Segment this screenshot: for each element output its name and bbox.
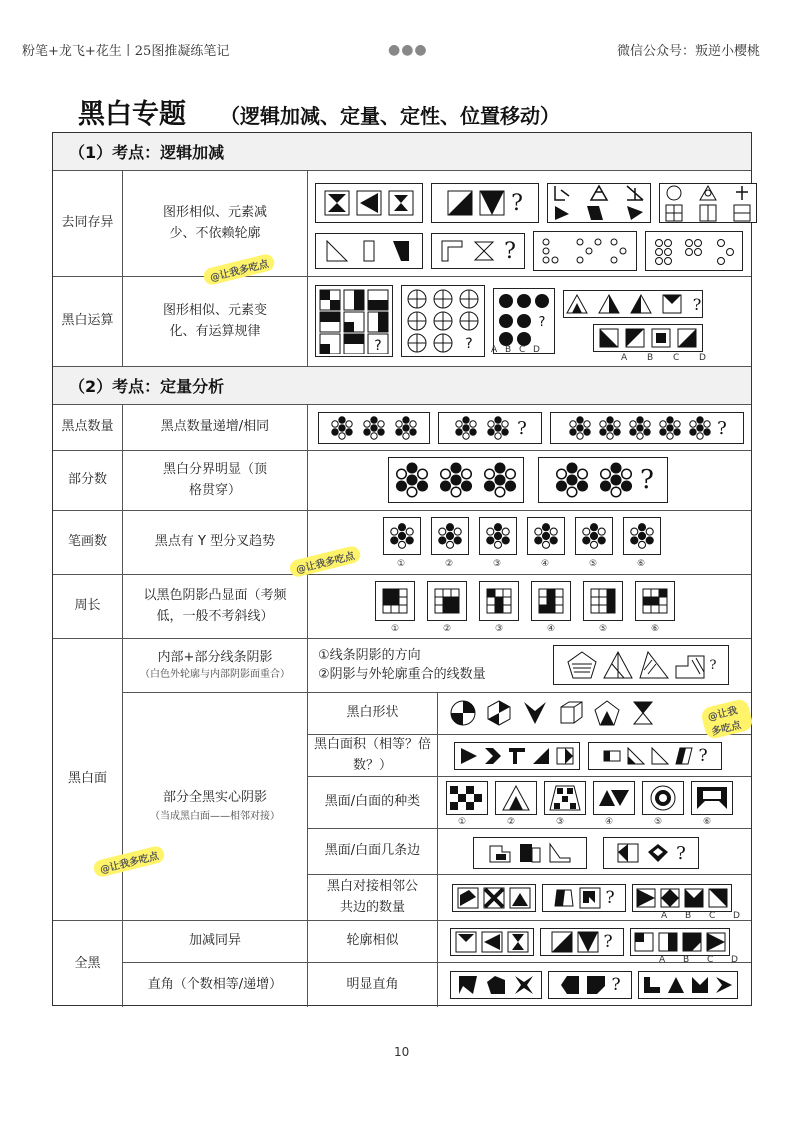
question-mark: ? xyxy=(676,842,686,864)
adjacency-shape xyxy=(483,887,505,909)
adjacency-shape xyxy=(509,887,531,909)
hexagon-dots xyxy=(453,415,479,441)
option-d xyxy=(677,328,697,348)
circled-number: ⑤ xyxy=(599,624,608,634)
option-d xyxy=(714,975,734,995)
option-a xyxy=(634,932,654,952)
circled-number: ③ xyxy=(556,817,565,827)
question-mark: ? xyxy=(538,315,546,330)
outline-shape xyxy=(481,931,503,953)
target-shape xyxy=(648,784,678,812)
stair-hatched xyxy=(674,650,706,680)
area-shape xyxy=(507,746,527,766)
area-shape xyxy=(483,746,503,766)
figure xyxy=(446,781,488,815)
option-label-a: A xyxy=(621,353,628,363)
figure xyxy=(431,183,539,223)
fig-group xyxy=(473,837,699,869)
sub-mingxianzhijiao: 明显直角 xyxy=(308,963,438,1007)
rect-outline xyxy=(357,239,381,263)
row-name-heidianshuliang: 黑点数量 xyxy=(53,405,123,451)
figure xyxy=(553,645,729,685)
row-name-qutongcunyi: 去同存异 xyxy=(53,171,123,277)
option-b xyxy=(625,328,645,348)
wheel-pattern xyxy=(404,288,482,354)
notes-table xyxy=(52,132,752,1006)
row-desc-qutongcunyi: 图形相似、元素减少、不依赖轮廓 xyxy=(123,171,308,277)
fig-group xyxy=(450,928,730,956)
dots-pattern xyxy=(540,236,630,266)
header-left: 粉笔+龙飞+花生丨25图推凝练笔记 xyxy=(22,44,230,59)
fig-group xyxy=(318,412,744,444)
circle-quadrant xyxy=(449,699,477,727)
glyph-row xyxy=(551,204,647,222)
figure xyxy=(588,742,722,770)
hexagon-dots xyxy=(579,521,609,551)
hexagon-dots xyxy=(436,460,476,500)
flower-pattern xyxy=(496,291,552,351)
figure xyxy=(583,581,623,621)
grid-shaded xyxy=(590,588,616,614)
hexagon-shape xyxy=(485,699,513,727)
sub-jitiaobian: 黑面/白面几条边 xyxy=(308,829,438,875)
figure xyxy=(542,884,626,912)
hexagon-dots xyxy=(687,415,713,441)
desc-main: 内部+部分线条阴影 xyxy=(157,650,273,666)
hexagon-dots xyxy=(596,460,636,500)
figure xyxy=(632,884,732,912)
figure xyxy=(593,781,635,815)
hexagon-dots xyxy=(387,521,417,551)
figure xyxy=(630,928,730,956)
diagonal-shape xyxy=(447,190,473,216)
hexagon-dots xyxy=(567,415,593,441)
triangle-pattern xyxy=(597,293,621,315)
option-c xyxy=(682,932,702,952)
page-subtitle: （逻辑加减、定量、定性、位置移动） xyxy=(220,104,560,128)
option-d xyxy=(708,888,728,908)
figure xyxy=(315,285,393,357)
edge-shape xyxy=(518,842,542,864)
row-desc-bihuashu: 黑点有 Y 型分叉趋势 xyxy=(123,511,308,575)
hexagon-dots xyxy=(361,415,387,441)
row-desc-heidianshuliang: 黑点数量递增/相同 xyxy=(123,405,308,451)
area-shape xyxy=(531,746,551,766)
figure xyxy=(642,781,684,815)
question-mark: ? xyxy=(605,888,615,908)
option-b xyxy=(658,932,678,952)
outline-shape xyxy=(551,931,573,953)
option-c xyxy=(684,888,704,908)
figure xyxy=(563,290,703,318)
figure xyxy=(550,412,744,444)
triangle-pattern xyxy=(499,784,533,812)
triangle-pattern xyxy=(629,293,653,315)
triangle-outline xyxy=(325,239,349,263)
figure xyxy=(575,517,613,555)
figure xyxy=(388,457,524,503)
hourglass-shape xyxy=(388,190,414,216)
figure xyxy=(593,324,703,352)
figure xyxy=(527,517,565,555)
figure xyxy=(454,742,580,770)
circled-number: ⑤ xyxy=(654,817,663,827)
option-c xyxy=(651,328,671,348)
option-label-b: B xyxy=(685,911,692,921)
figure xyxy=(603,837,699,869)
circled-number: ① xyxy=(458,817,467,827)
hexagon-dots xyxy=(480,460,520,500)
l-shape-outline xyxy=(440,239,464,263)
row-desc-bufenshu: 黑白分界明显（顶格贯穿） xyxy=(123,451,308,511)
question-mark: ? xyxy=(374,338,382,354)
shape-hatched xyxy=(638,650,670,680)
option-label-c: C xyxy=(709,911,716,921)
row-name-heibaimian: 黑白面 xyxy=(53,639,123,921)
hexagon-dots xyxy=(627,415,653,441)
sub-lunkuoxiangsi: 轮廓相似 xyxy=(308,921,438,963)
hourglass-outline xyxy=(472,239,496,263)
fig-stack xyxy=(563,290,703,352)
figure xyxy=(315,233,423,269)
rightangle-shape xyxy=(513,974,535,996)
grid-shaded xyxy=(486,588,512,614)
fig-group xyxy=(315,231,743,271)
figure xyxy=(659,183,757,223)
option-label-a: A xyxy=(491,345,498,355)
row-name-bihuashu: 笔画数 xyxy=(53,511,123,575)
note-2: ②阴影与外轮廓重合的线数量 xyxy=(318,666,486,682)
fig-group xyxy=(446,781,733,815)
hexagon-dots xyxy=(393,415,419,441)
adjacency-shape xyxy=(553,887,575,909)
section-quantitative: （2）考点：定量分析 xyxy=(53,367,751,405)
area-shape xyxy=(626,746,646,766)
hexagon-dots xyxy=(627,521,657,551)
figure xyxy=(315,183,423,223)
option-d xyxy=(706,932,726,952)
circled-number: ① xyxy=(397,559,406,569)
figure xyxy=(318,412,430,444)
section-logic: （1）考点：逻辑加减 xyxy=(53,133,751,171)
square-pattern xyxy=(661,293,685,315)
circled-number: ⑥ xyxy=(637,559,646,569)
area-shape xyxy=(459,746,479,766)
figure xyxy=(479,517,517,555)
fig-group xyxy=(315,183,757,223)
figure xyxy=(495,781,537,815)
question-mark: ? xyxy=(717,417,727,439)
figure xyxy=(479,581,519,621)
triangle-pattern xyxy=(565,293,589,315)
sub-zhonglei: 黑面/白面的种类 xyxy=(308,777,438,829)
grid-shaded xyxy=(434,588,460,614)
figure xyxy=(431,517,469,555)
option-label-d: D xyxy=(733,911,740,921)
page-title: 黑白专题 xyxy=(78,99,186,130)
rightangle-shape xyxy=(457,974,479,996)
figure xyxy=(533,231,637,271)
row-desc-solid-shadow xyxy=(123,693,308,921)
question-mark: ? xyxy=(640,465,654,495)
row-name-heibaiyunsuan: 黑白运算 xyxy=(53,277,123,367)
question-mark: ? xyxy=(517,417,527,439)
option-b xyxy=(660,888,680,908)
hourglass-shape xyxy=(629,699,657,727)
question-mark: ? xyxy=(611,975,621,995)
figure xyxy=(401,285,485,357)
page-number: 10 xyxy=(394,1045,410,1059)
area-shape xyxy=(650,746,670,766)
pentagon-hatched xyxy=(566,650,598,680)
hexagon-dots xyxy=(597,415,623,441)
figure xyxy=(450,928,534,956)
checker-shape xyxy=(450,786,484,810)
row-desc-inner-shadow xyxy=(123,639,308,693)
circled-number: ⑤ xyxy=(589,559,598,569)
fig-group xyxy=(383,517,661,555)
figure xyxy=(452,884,536,912)
figure xyxy=(623,517,661,555)
watermark: @让我多吃点 xyxy=(202,253,276,287)
option-c xyxy=(690,975,710,995)
option-label-d: D xyxy=(533,345,540,355)
fig-group xyxy=(454,742,722,770)
question-mark: ? xyxy=(709,657,717,673)
triangle-hatched xyxy=(602,650,634,680)
glyph-row xyxy=(662,184,754,202)
question-mark: ? xyxy=(511,190,523,216)
dots-grid xyxy=(649,236,739,266)
figure xyxy=(531,581,571,621)
row-desc-heibaiyunsuan: 图形相似、元素变化、有运算规律 xyxy=(123,277,308,367)
hourglass-shape xyxy=(324,190,350,216)
row-name-bufenshu: 部分数 xyxy=(53,451,123,511)
option-label-b: B xyxy=(647,353,654,363)
option-label-c: C xyxy=(673,353,680,363)
option-a xyxy=(636,888,656,908)
figure xyxy=(538,457,668,503)
figure xyxy=(383,517,421,555)
desc-note: （当成黑白面——相邻对接） xyxy=(150,810,280,822)
circled-number: ③ xyxy=(493,559,502,569)
option-label-d: D xyxy=(731,955,738,965)
row-name-zhouchang: 周长 xyxy=(53,575,123,639)
option-label-b: B xyxy=(683,955,690,965)
circled-number: ④ xyxy=(605,817,614,827)
sub-duijie: 黑白对接相邻公共边的数量 xyxy=(308,875,438,921)
option-label-b: B xyxy=(505,345,512,355)
option-label-c: C xyxy=(707,955,714,965)
rightangle-shape xyxy=(485,974,507,996)
cube-shape xyxy=(557,699,585,727)
figure xyxy=(544,781,586,815)
figure xyxy=(547,183,651,223)
grid-shaded xyxy=(382,588,408,614)
fig-group xyxy=(452,884,732,912)
v-shape xyxy=(521,699,549,727)
circled-number: ② xyxy=(507,817,516,827)
triangle-shape xyxy=(356,190,382,216)
circled-number: ② xyxy=(445,559,454,569)
circled-number: ④ xyxy=(541,559,550,569)
trapezoid-checker xyxy=(548,784,582,812)
grid-shaded xyxy=(538,588,564,614)
pentagon-shape xyxy=(593,699,621,727)
row-desc-jiajiantongyi: 加减同异 xyxy=(123,921,308,963)
figure xyxy=(548,971,632,999)
fig-group xyxy=(388,457,668,503)
circled-number: ② xyxy=(443,624,452,634)
fig-group xyxy=(449,699,657,727)
shape-filled xyxy=(389,239,413,263)
option-b xyxy=(666,975,686,995)
question-mark: ? xyxy=(465,336,473,352)
outline-shape xyxy=(577,931,599,953)
figure xyxy=(473,837,587,869)
outline-shape xyxy=(507,931,529,953)
edge-shape xyxy=(616,842,640,864)
circled-number: ⑥ xyxy=(651,624,660,634)
header-right: 微信公众号：叛逆小樱桃 xyxy=(616,44,760,59)
figure xyxy=(635,581,675,621)
fig-group xyxy=(553,645,729,685)
grid-shaded xyxy=(642,588,668,614)
hexagon-dots xyxy=(485,415,511,441)
watermark: @让我多吃点 xyxy=(700,698,754,741)
figure xyxy=(540,928,624,956)
hexagon-dots xyxy=(531,521,561,551)
sub-heibaimianji: 黑白面积（相等？倍数？） xyxy=(308,735,438,777)
edge-shape xyxy=(646,842,670,864)
glyph-row xyxy=(551,184,647,202)
circled-number: ① xyxy=(391,624,400,634)
fig-group xyxy=(450,971,738,999)
desc-note: （白色外轮廓与内部阴影面重合） xyxy=(140,668,290,680)
figure xyxy=(431,233,525,269)
row-name-quanhei: 全黑 xyxy=(53,921,123,1007)
option-label-d: D xyxy=(699,353,706,363)
fig-group xyxy=(375,581,675,621)
figure xyxy=(375,581,415,621)
desc-main: 部分全黑实心阴影 xyxy=(162,790,267,806)
edge-shape xyxy=(548,842,572,864)
figure xyxy=(438,412,542,444)
figure xyxy=(427,581,467,621)
figure xyxy=(691,781,733,815)
row-desc-zhijiao: 直角（个数相等/递增） xyxy=(123,963,308,1007)
rect-pattern xyxy=(695,785,729,811)
option-label-a: A xyxy=(659,955,666,965)
more-icon[interactable]: ●●● xyxy=(388,42,428,58)
option-label-c: C xyxy=(519,345,526,355)
outline-shape xyxy=(455,931,477,953)
watermark: @让我多吃点 xyxy=(288,545,362,579)
rightangle-shape xyxy=(559,974,581,996)
hexagon-dots xyxy=(392,460,432,500)
glyph-row xyxy=(662,204,754,222)
hexagon-dots xyxy=(552,460,592,500)
watermark: @让我多吃点 xyxy=(92,845,166,879)
adjacency-shape xyxy=(579,887,601,909)
diagonal-shape xyxy=(479,190,505,216)
figure xyxy=(450,971,542,999)
hexagon-dots xyxy=(483,521,513,551)
area-shape xyxy=(555,746,575,766)
question-mark: ? xyxy=(698,746,708,766)
hexagon-dots xyxy=(657,415,683,441)
row-desc-zhouchang: 以黑色阴影凸显面（考频低，一般不考斜线） xyxy=(123,575,308,639)
option-a xyxy=(642,975,662,995)
triangles-shape xyxy=(597,786,631,810)
edge-shape xyxy=(488,842,512,864)
option-label-a: A xyxy=(661,911,668,921)
area-shape xyxy=(602,746,622,766)
sub-heibaixingzhuang: 黑白形状 xyxy=(308,693,438,735)
figure xyxy=(638,971,738,999)
adjacency-shape xyxy=(457,887,479,909)
figure xyxy=(645,231,743,271)
question-mark: ? xyxy=(692,294,702,314)
hexagon-dots xyxy=(435,521,465,551)
area-shape xyxy=(674,746,694,766)
grid-3x3-pattern xyxy=(318,288,390,354)
note-1: ①线条阴影的方向 xyxy=(318,647,421,663)
rightangle-shape xyxy=(585,974,607,996)
question-mark: ? xyxy=(504,238,516,264)
question-mark: ? xyxy=(603,932,613,952)
circled-number: ③ xyxy=(495,624,504,634)
circled-number: ⑥ xyxy=(703,817,712,827)
option-a xyxy=(599,328,619,348)
circled-number: ④ xyxy=(547,624,556,634)
hexagon-dots xyxy=(329,415,355,441)
